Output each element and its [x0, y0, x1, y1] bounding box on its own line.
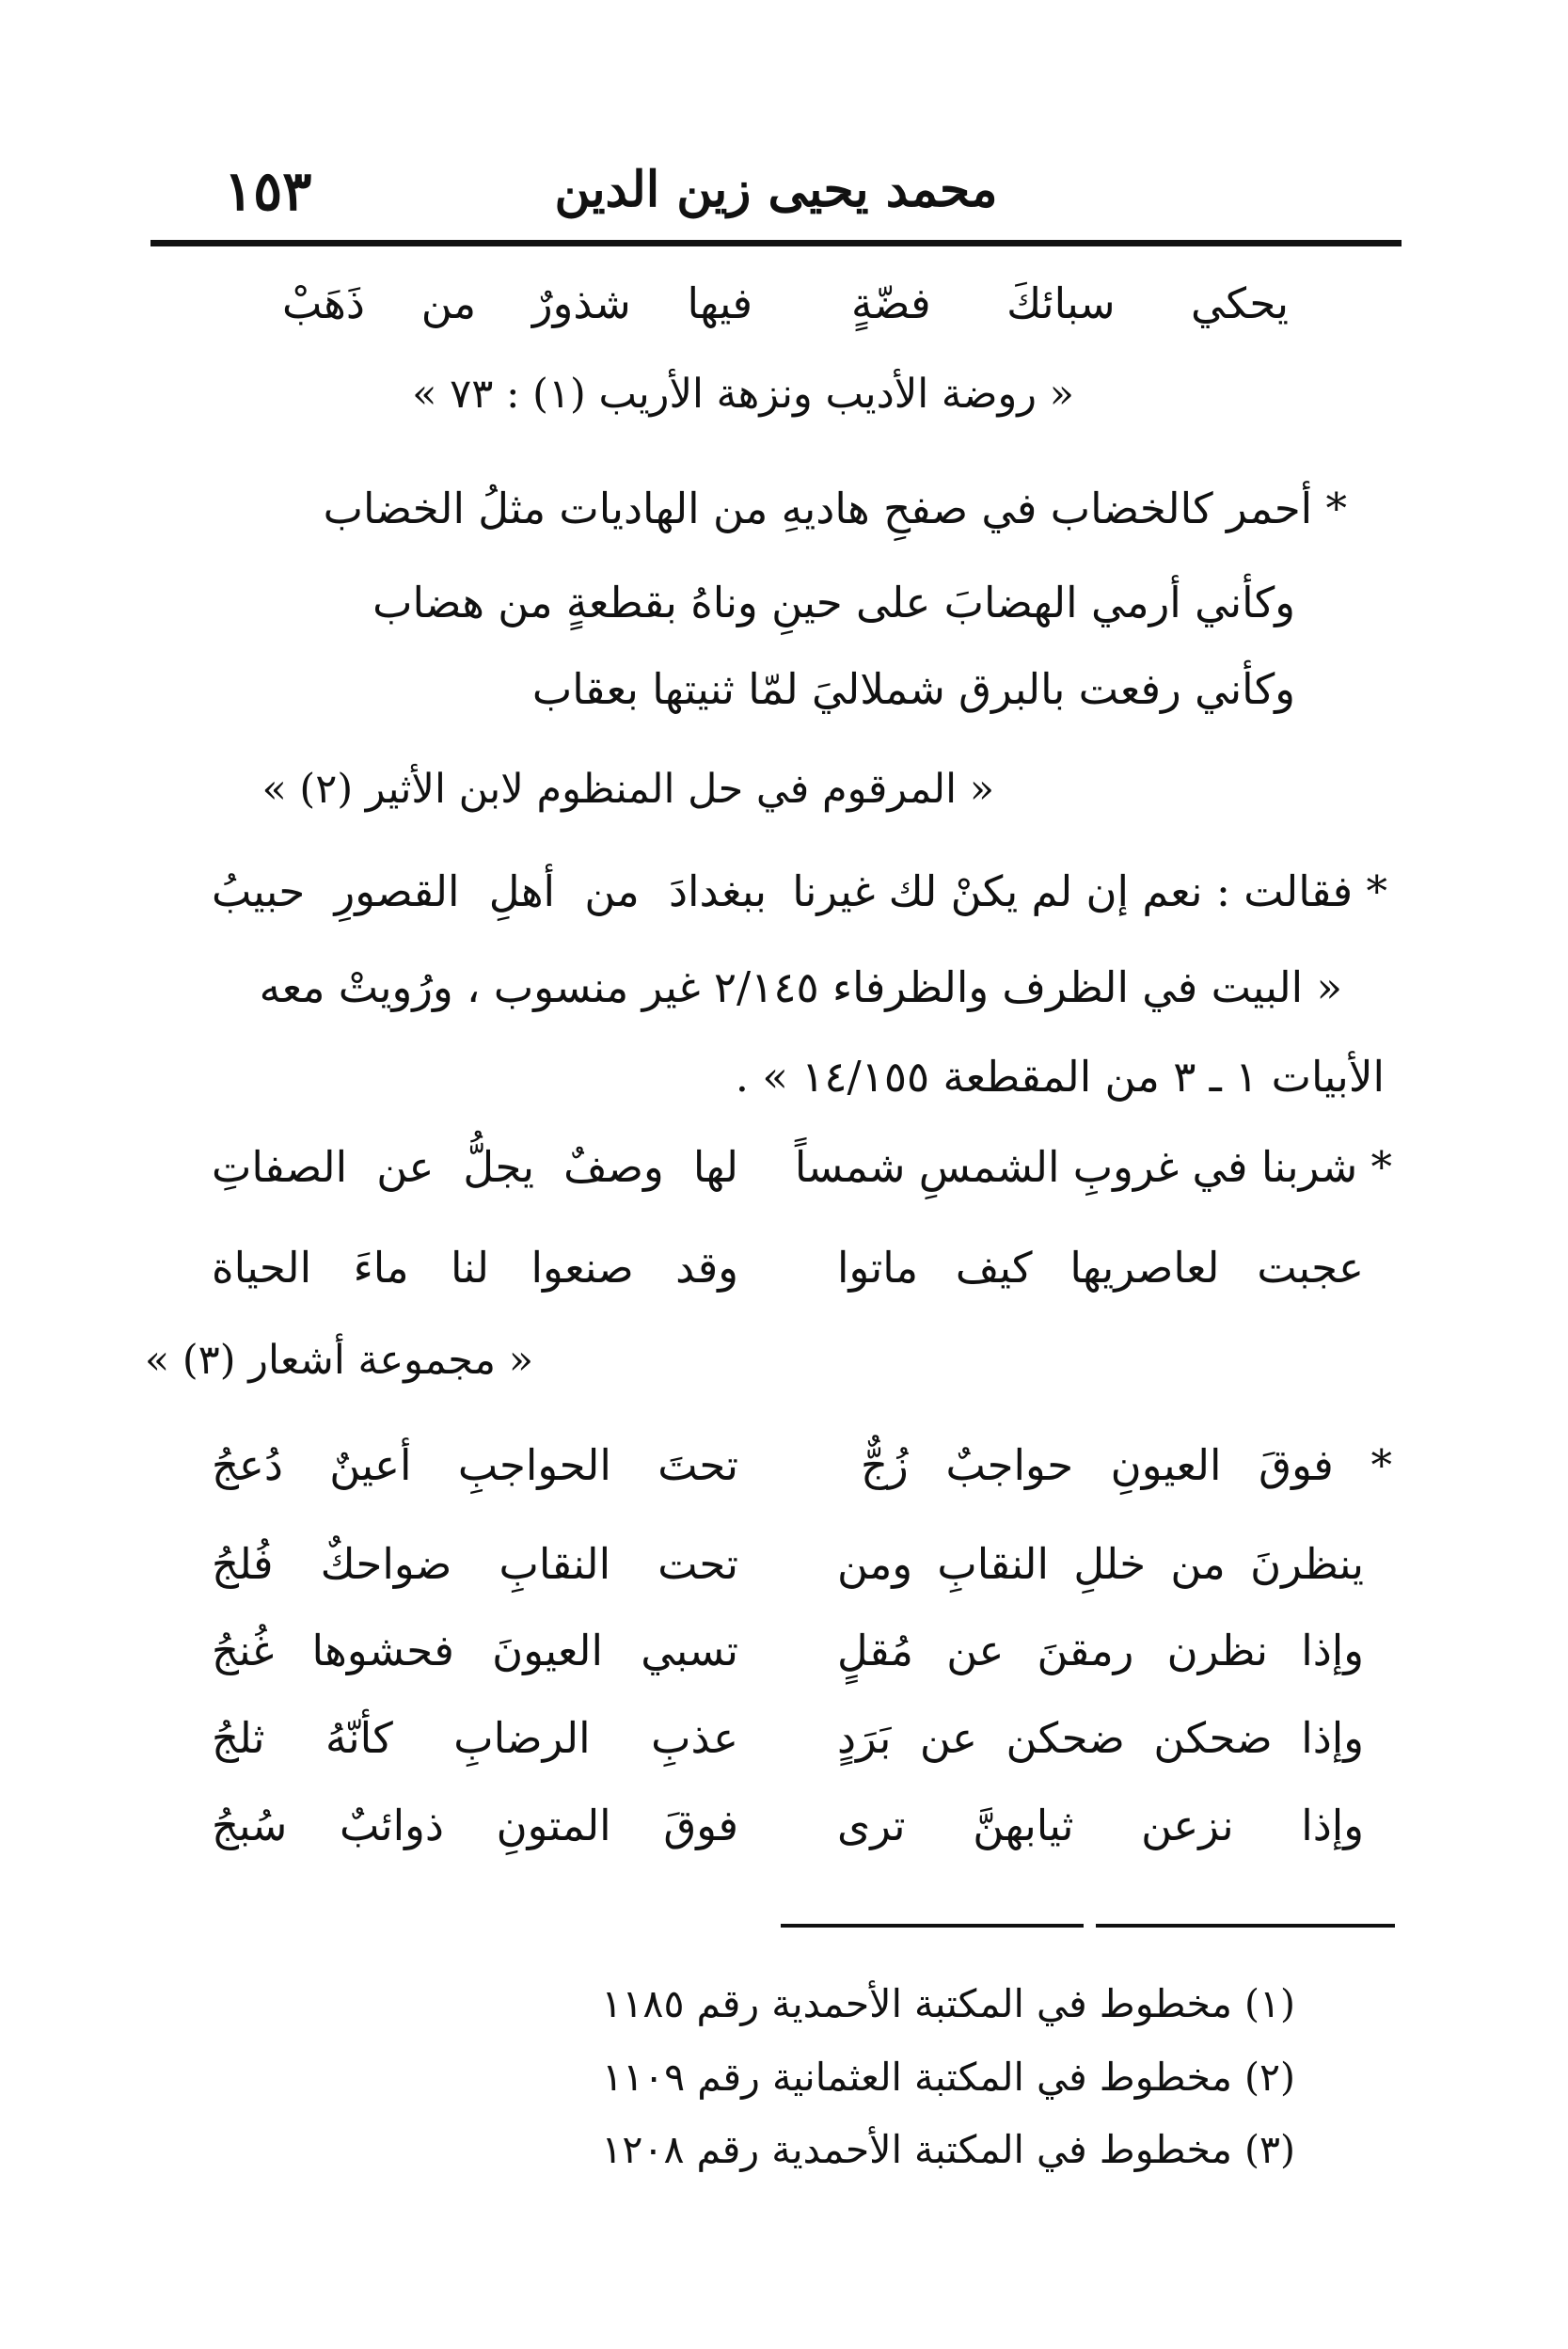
source-citation: « مجموعة أشعار (٣) » [144, 1337, 533, 1384]
verse-second-hemistich: ببغدادَ من أهلِ القصورِ حبيبُ [212, 866, 767, 916]
verse-first-hemistich: * فقالت : نعم إن لم يكنْ لك غيرنا [792, 866, 1387, 916]
verse-second-hemistich: عذبِ الرضابِ كأنّهُ ثلجُ [212, 1713, 738, 1763]
source-citation: « المرقوم في حل المنظوم لابن الأثير (٢) » [261, 766, 994, 813]
verse-second-hemistich: وقد صنعوا لنا ماءَ الحياة [212, 1243, 738, 1293]
verse-line [212, 1713, 1364, 1775]
footnote: (٣) مخطوط في المكتبة الأحمدية رقم ١٢٠٨ [601, 2127, 1295, 2172]
verse-first-hemistich: * شربنا في غروبِ الشمسِ شمساً [794, 1142, 1392, 1192]
note-line: « البيت في الظرف والظرفاء ٢/١٤٥ غير منسوب ، ورُويتْ معه [259, 962, 1342, 1012]
footnote-rule [781, 1924, 1084, 1928]
verse-first-hemistich: وإذا ضحكن ضحكن عن بَرَدٍ [837, 1713, 1364, 1763]
header-rule [150, 240, 1402, 246]
verse-first-hemistich: وإذا نظرن رمقنَ عن مُقلٍ [837, 1626, 1364, 1675]
verse-second-hemistich: تحتَ الحواجبِ أعينٌ دُعجُ [212, 1440, 738, 1490]
verse-line: وكأني رفعت بالبرق شملاليَ لمّا ثنيتها بعقاب [531, 664, 1295, 714]
footnote: (١) مخطوط في المكتبة الأحمدية رقم ١١٨٥ [601, 1981, 1295, 2026]
page-number: ١٥٣ [224, 159, 312, 223]
verse-line [282, 278, 1289, 341]
verse-first-hemistich: * فوقَ العيونِ حواجبٌ زُجٌّ [861, 1440, 1392, 1490]
verse-first-hemistich: ينظرنَ من خللِ النقابِ ومن [837, 1539, 1364, 1589]
verse-line [212, 1243, 1364, 1305]
verse-first-hemistich: يحكي سبائكَ فضّةٍ [851, 278, 1289, 328]
verse-second-hemistich: تحت النقابِ ضواحكٌ فُلجُ [212, 1539, 738, 1589]
verse-line: وكأني أرمي الهضابَ على حينِ وناهُ بقطعةٍ من هضاب [372, 578, 1295, 627]
verse-second-hemistich: فيها شذورٌ من ذَهَبْ [282, 278, 752, 328]
verse-line [212, 1539, 1364, 1601]
verse-first-hemistich: عجبت لعاصريها كيف ماتوا [837, 1243, 1364, 1293]
verse-first-hemistich: وإذا نزعن ثيابهنَّ ترى [837, 1801, 1364, 1850]
verse-line [212, 866, 1387, 928]
source-citation: « روضة الأديب ونزهة الأريب (١) : ٧٣ » [412, 371, 1074, 418]
page-header [150, 151, 1402, 235]
verse-line [212, 1440, 1392, 1502]
verse-second-hemistich: تسبي العيونَ فحشوها غُنجُ [212, 1626, 738, 1675]
verse-second-hemistich: لها وصفٌ يجلُّ عن الصفاتِ [212, 1142, 738, 1192]
footnote-rule [1096, 1924, 1395, 1928]
verse-line [212, 1626, 1364, 1688]
footnote: (٢) مخطوط في المكتبة العثمانية رقم ١١٠٩ [602, 2055, 1295, 2100]
verse-line [212, 1801, 1364, 1863]
verse-line [212, 1142, 1392, 1204]
note-line: الأبيات ١ ـ ٣ من المقطعة ١٤/١٥٥ » . [735, 1052, 1385, 1102]
running-head: محمد يحيى زين الدين [554, 161, 998, 218]
verse-second-hemistich: فوقَ المتونِ ذوائبٌ سُبجُ [212, 1801, 738, 1850]
verse-line: * أحمر كالخضاب في صفحِ هاديهِ من الهاديات مثلُ الخضاب [323, 484, 1347, 533]
